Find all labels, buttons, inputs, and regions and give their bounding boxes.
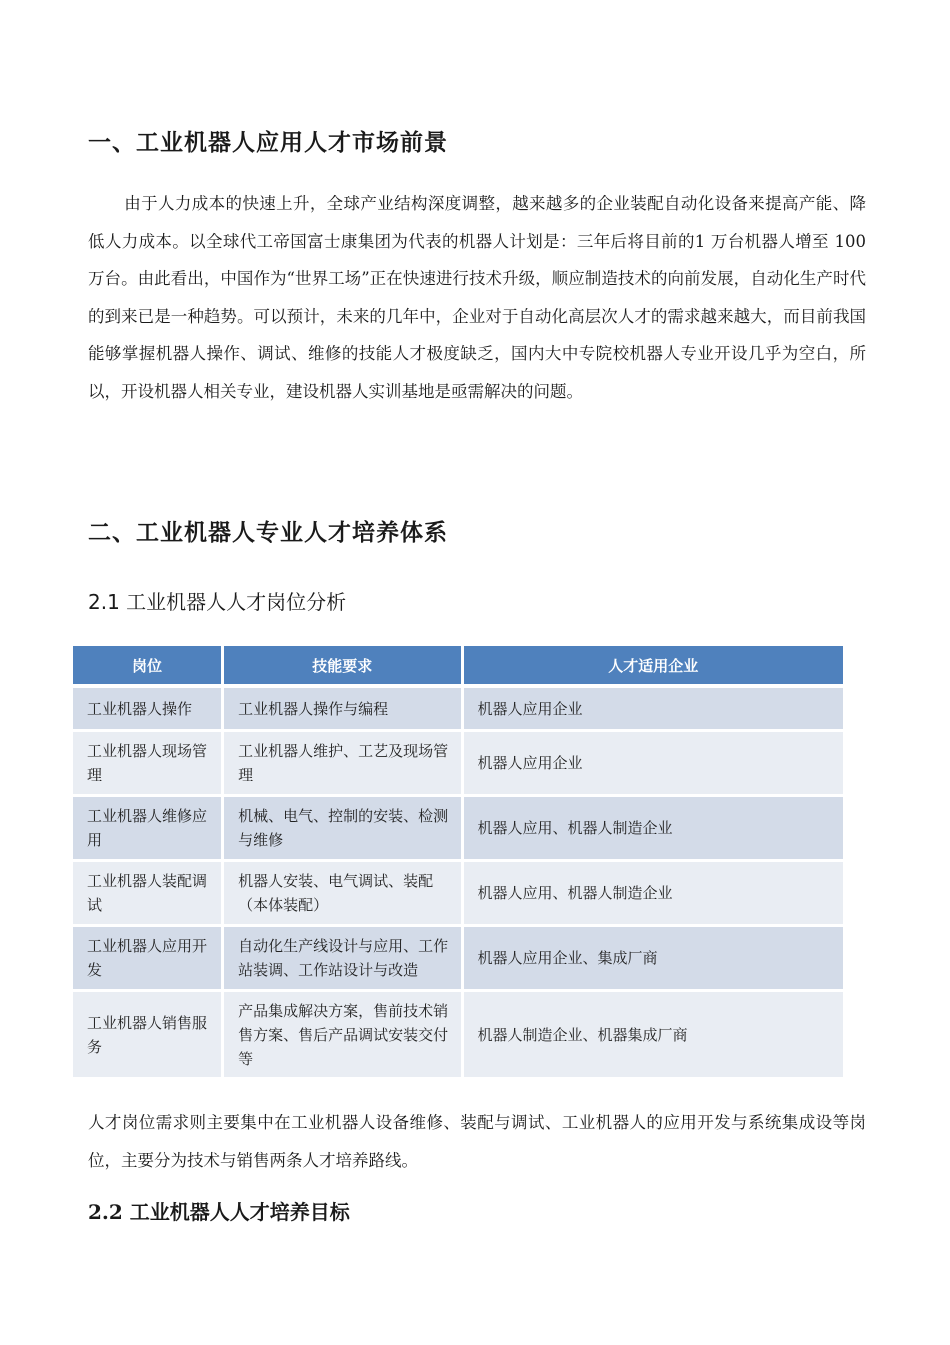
subsection-2-2-heading: 2.2 工业机器人人才培养目标 — [88, 1200, 350, 1224]
cell-position: 工业机器人装配调试 — [73, 862, 224, 927]
cell-skills: 工业机器人操作与编程 — [224, 688, 463, 732]
cell-position: 工业机器人应用开发 — [73, 927, 224, 992]
table-row — [73, 927, 843, 992]
cell-skills: 工业机器人维护、工艺及现场管理 — [224, 732, 463, 797]
header-skills: 技能要求 — [224, 646, 463, 688]
cell-position: 工业机器人现场管理 — [73, 732, 224, 797]
cell-enterprises: 机器人应用、机器人制造企业 — [464, 862, 844, 927]
cell-enterprises: 机器人制造企业、机器集成厂商 — [464, 992, 844, 1080]
cell-enterprises: 机器人应用企业 — [464, 688, 844, 732]
cell-enterprises: 机器人应用、机器人制造企业 — [464, 797, 844, 862]
cell-skills: 机械、电气、控制的安装、检测与维修 — [224, 797, 463, 862]
table-header-row — [73, 646, 843, 688]
table-row — [73, 688, 843, 732]
subsection-2-1-heading: 2.1 工业机器人人才岗位分析 — [88, 590, 347, 614]
header-position: 岗位 — [73, 646, 224, 688]
section-2-heading: 二、工业机器人专业人才培养体系 — [88, 520, 448, 546]
cell-skills: 产品集成解决方案，售前技术销售方案、售后产品调试安装交付等 — [224, 992, 463, 1080]
section-1-paragraph: 由于人力成本的快速上升，全球产业结构深度调整，越来越多的企业装配自动化设备来提高产能、降低人力成本。以全球代工帝国富士康集团为代表的机器人计划是：三年后将目前的1 万台机器人增至 100 万台。由此看出，中国作为“世界工场”正在快速进行技术升级，顺应制造技术的向前发展，自动化生产时代的到来已是一种趋势。可以预计，未来的几年中，企业对于自动化高层次人才的需求越来越大，而目前我国能够掌握机器人操作、调试、维修的技能人才极度缺乏，国内大中专院校机器人专业开设几乎为空白，所以，开设机器人相关专业，建设机器人实训基地是亟需解决的问题。 — [88, 194, 866, 401]
header-enterprises: 人才适用企业 — [464, 646, 844, 688]
cell-enterprises: 机器人应用企业 — [464, 732, 844, 797]
cell-enterprises: 机器人应用企业、集成厂商 — [464, 927, 844, 992]
job-analysis-table — [73, 646, 843, 1080]
table-row — [73, 862, 843, 927]
cell-skills: 机器人安装、电气调试、装配（本体装配） — [224, 862, 463, 927]
cell-position: 工业机器人销售服务 — [73, 992, 224, 1080]
table-row — [73, 992, 843, 1080]
section-2-paragraph: 人才岗位需求则主要集中在工业机器人设备维修、装配与调试、工业机器人的应用开发与系统集成设等岗位，主要分为技术与销售两条人才培养路线。 — [88, 1113, 866, 1170]
section-1-heading: 一、工业机器人应用人才市场前景 — [88, 130, 448, 156]
cell-skills: 自动化生产线设计与应用、工作站装调、工作站设计与改造 — [224, 927, 463, 992]
table-row — [73, 797, 843, 862]
cell-position: 工业机器人维修应用 — [73, 797, 224, 862]
cell-position: 工业机器人操作 — [73, 688, 224, 732]
table-row — [73, 732, 843, 797]
